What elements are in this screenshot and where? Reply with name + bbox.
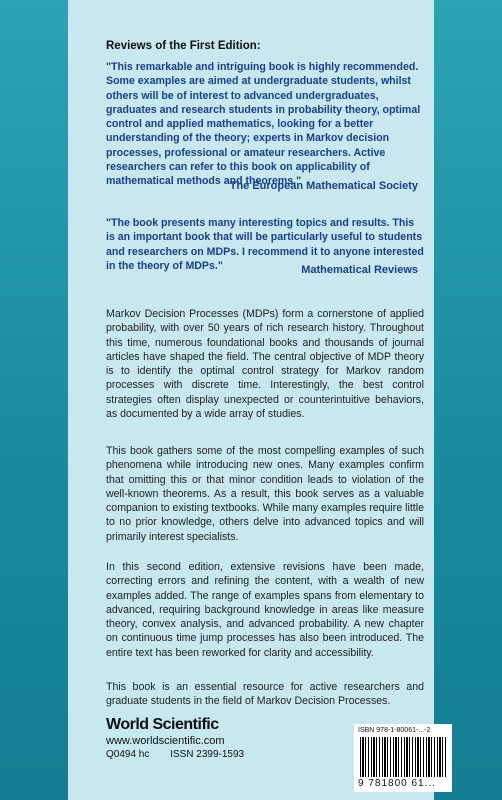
isbn-label: ISBN 978-1-80061-...-2 — [358, 727, 431, 734]
review-source-ems: The European Mathematical Society — [229, 180, 418, 192]
left-cover-edge — [0, 0, 70, 800]
description-paragraph: This book gathers some of the most compelling examples of such phenomena while introducing new ones. Many examples confirm that omitting this or that minor condition leads to violation of the well-known theorems. As a result, this book serves as a valuable companion to existing textbooks. While many examples require little to no prior knowledge, others delve into advanced topics and will primarily interest specialists. — [106, 445, 424, 543]
barcode-digits: 9 781800 61... — [358, 778, 436, 789]
barcode-bars — [360, 737, 446, 777]
review-quote-mr: "The book presents many interesting topics and results. This is an important book that will be particularly useful to students and researchers on MDPs. I recommend it to anyone interested in the theory of MDPs." — [106, 217, 424, 272]
description-paragraph: This book is an essential resource for active researchers and graduate students in the field of Markov Decision Processes. — [106, 681, 424, 708]
isbn-barcode — [354, 724, 452, 792]
product-code: Q0494 hc — [106, 749, 150, 760]
reviews-heading: Reviews of the First Edition: — [106, 40, 261, 52]
review-quote-ems: "This remarkable and intriguing book is highly recommended. Some examples are aimed at undergraduate students, whilst others will be of interest to advanced undergraduates, graduates and research students in probability theory, optimal control and applied mathematics, looking for a better understanding of the theory; experts in Markov decision processes, professional or amateur researchers. Active researchers can refer to this book on applicability of mathematical methods and theorems." — [106, 61, 421, 188]
publisher-url: www.worldscientific.com — [106, 735, 225, 747]
publisher-codes — [106, 749, 262, 760]
publisher-block — [106, 716, 262, 760]
right-cover-edge — [432, 0, 502, 800]
description-paragraph: In this second edition, extensive revisions have been made, correcting errors and refining the content, with a wealth of new examples added. The range of examples spans from elementary to advanced, requiring background knowledge in areas like measure theory, convex analysis, and advanced probability. A new chapter on continuous time jump processes has also been introduced. The entire text has been reworked for clarity and accessibility. — [106, 561, 424, 659]
issn: ISSN 2399-1593 — [170, 749, 245, 760]
publisher-logo-text: World Scientific — [106, 716, 219, 733]
description-paragraph: Markov Decision Processes (MDPs) form a cornerstone of applied probability, with over 50 years of rich research history. Throughout this time, numerous foundational books and thousands of journal articles have shaped the field. The central objective of MDP theory is to identify the optimal control strategy for Markov random processes with discrete time. Interestingly, the best control strategies often display unexpected or counterintuitive behaviors, as documented by a wide array of studies. — [106, 308, 424, 421]
review-source-mr: Mathematical Reviews — [301, 264, 418, 276]
